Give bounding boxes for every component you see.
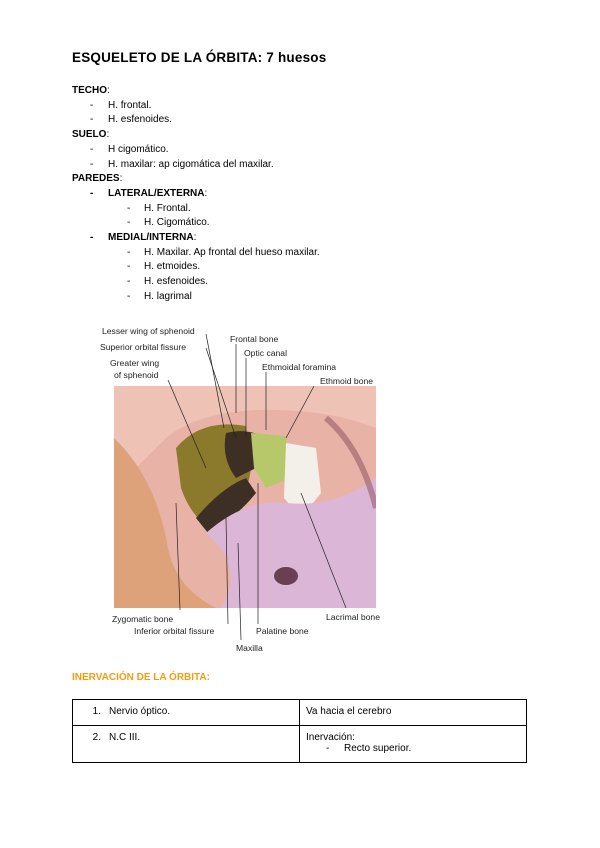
label-frontal-bone: Frontal bone: [230, 334, 279, 344]
lateral-heading: - LATERAL/EXTERNA:: [90, 187, 208, 199]
medial-item: - H. Maxilar. Ap frontal del hueso maxilar.: [127, 246, 320, 258]
suelo-heading: SUELO:: [72, 129, 110, 141]
label-greater-wing-1: Greater wing: [110, 358, 160, 368]
suelo-item: - H. maxilar: ap cigomática del maxilar.: [90, 158, 274, 170]
label-lacrimal-bone: Lacrimal bone: [326, 612, 380, 622]
label-palatine-bone: Palatine bone: [256, 626, 309, 636]
table-row: [73, 726, 527, 763]
section-techo: [72, 84, 320, 305]
medial-item: - H. etmoides.: [127, 261, 201, 273]
medial-item: - H. esfenoides.: [127, 276, 208, 288]
lateral-item: - H. Frontal.: [127, 202, 191, 214]
label-zygomatic-bone: Zygomatic bone: [112, 614, 174, 624]
lateral-item: - H. Cigomático.: [127, 217, 210, 229]
label-greater-wing-2: of sphenoid: [114, 370, 159, 380]
techo-heading: TECHO:: [72, 85, 110, 96]
techo-item: - H. frontal.: [90, 99, 152, 111]
label-inferior-fissure: Inferior orbital fissure: [134, 626, 215, 636]
label-optic-canal: Optic canal: [244, 348, 287, 358]
table-cell: 2. N.C III.: [73, 726, 300, 763]
label-superior-fissure: Superior orbital fissure: [100, 342, 186, 352]
label-ethmoidal-foramina: Ethmoidal foramina: [262, 362, 337, 372]
table-cell: 1. Nervio óptico.: [73, 700, 300, 726]
page-title: ESQUELETO DE LA ÓRBITA: 7 huesos: [72, 50, 327, 65]
section-subheading: INERVACIÓN DE LA ÓRBITA:: [72, 672, 210, 683]
innervation-table: [72, 699, 527, 763]
medial-item: - H. lagrimal: [127, 290, 192, 302]
table-cell: Va hacia el cerebro: [300, 700, 527, 726]
label-lesser-wing: Lesser wing of sphenoid: [102, 326, 195, 336]
label-maxilla: Maxilla: [236, 643, 263, 653]
table-row: [73, 700, 527, 726]
table-cell: Inervación: - Recto superior.: [300, 726, 527, 763]
paredes-heading: PAREDES:: [72, 173, 123, 185]
techo-item: - H. esfenoides.: [90, 114, 172, 126]
infraorbital-foramen: [274, 567, 298, 585]
suelo-item: - H cigomático.: [90, 143, 169, 155]
orbit-illustration: [114, 386, 376, 608]
label-ethmoid-bone: Ethmoid bone: [320, 376, 374, 386]
orbit-anatomy-figure: [96, 318, 396, 658]
medial-heading: - MEDIAL/INTERNA:: [90, 232, 197, 244]
